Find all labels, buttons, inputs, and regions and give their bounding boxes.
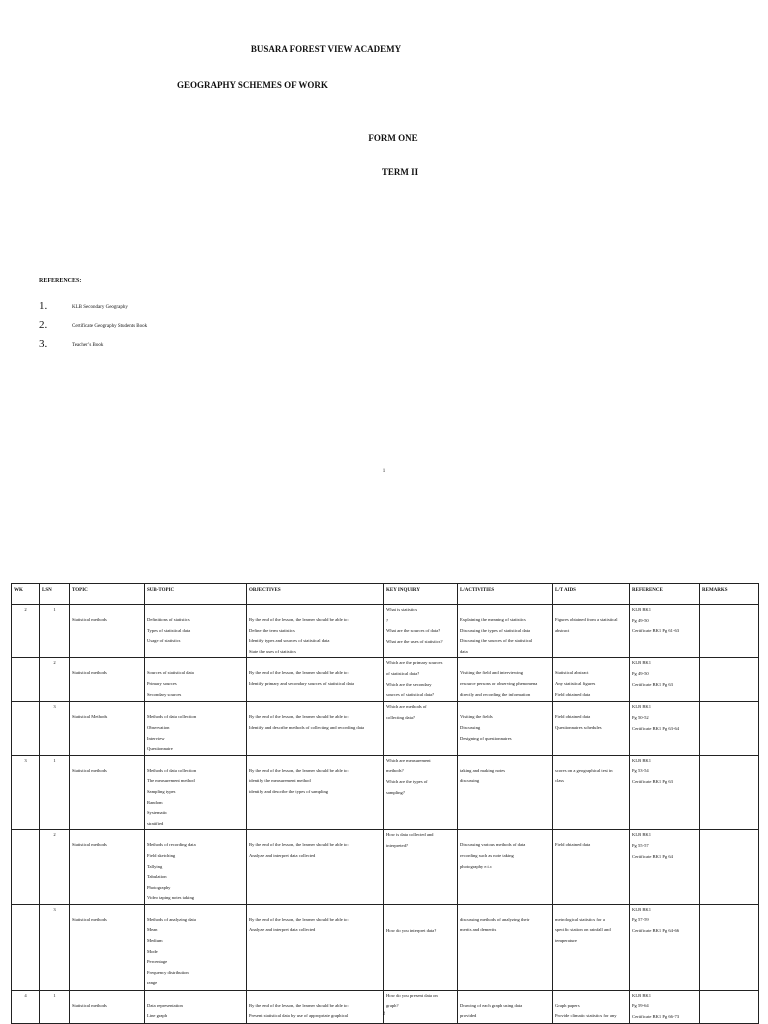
cell-key-inquiry-line: Which are measurement [386,757,431,763]
table-header-row [12,584,759,605]
cell-remarks [700,605,759,658]
cell-aids [553,605,630,658]
table-row [12,990,759,1023]
cell-aids-line: Figures obtained from a statistical [555,617,618,622]
header-wk: WK [12,584,40,605]
table-row [12,755,759,830]
cell-objectives-line: By the end of the lesson, the learner should be able to: [249,842,349,848]
cell-wk [12,904,40,990]
cell-objectives [247,658,384,702]
cell-subtopic [145,658,247,702]
cell-key-inquiry-line [386,915,455,926]
reference-item [39,300,128,312]
cell-activities-line: Drawing of each graph using data [460,1002,523,1008]
header-objectives: OBJECTIVES [247,584,384,605]
cell-activities-line: Discussing the types of statistical data [460,627,531,633]
cell-reference-line: Certificate BK1 Pg 61-63 [632,628,680,634]
table-row [12,702,759,755]
references-title: REFERENCES: [39,278,82,284]
cell-activities-line: discussing methods of analyzing their [460,916,530,922]
cell-subtopic-line: Tallying [147,863,163,869]
cell-key-inquiry-line: What are the sources of data? [386,628,441,634]
header-aids: L/T AIDS [553,584,630,605]
cell-activities-line: Explaining the meaning of statistics [460,617,526,622]
header-subtopic: SUB-TOPIC [145,584,247,605]
header-key-inquiry: KEY INQUIRY [384,584,458,605]
cell-activities [458,755,553,830]
cell-key-inquiry [384,990,458,1023]
cell-remarks [700,702,759,755]
cell-key-inquiry-line: of statistical data? [386,670,420,676]
cell-wk [12,830,40,905]
cell-subtopic-line: Methods of data collection [147,714,197,720]
cell-key-inquiry [384,658,458,702]
cell-subtopic [145,904,247,990]
cell-objectives-line: identify the measurement method [249,778,311,784]
cell-key-inquiry [384,755,458,830]
cell-aids-line: Field obtained data [555,714,591,720]
cell-subtopic-line: Percentage [147,959,168,965]
table-row [12,605,759,658]
cell-subtopic-line: Frequency distribution [147,969,189,975]
cell-topic: Statistical methods [70,755,145,830]
cell-key-inquiry [384,605,458,658]
cell-activities-line: Discussing the sources of the statistical [460,638,533,644]
cell-wk: 4 [12,990,40,1023]
cell-key-inquiry-line: How do you present data on [386,992,438,998]
cell-activities-line: photography e.t.c [460,863,493,869]
cell-lsn: 3 [40,702,70,755]
cell-key-inquiry [384,904,458,990]
cell-key-inquiry-line: collecting data? [386,714,415,720]
cell-objectives-line: State the uses of statistics [249,648,296,654]
cell-remarks [700,755,759,830]
cell-subtopic-line: Methods of analyzing data [147,916,196,922]
cell-lsn: 1 [40,755,70,830]
cell-subtopic-line: Mode [147,948,158,954]
cell-subtopic-line: stratified [147,820,164,826]
cell-reference-line: Certificate BK1 Pg 64-66 [632,928,680,934]
cell-aids [553,755,630,830]
cell-reference-line: Pg 55-57 [632,842,649,848]
cell-reference-line: KLB BK1 [632,906,652,912]
cell-reference-line: Pg 59-64 [632,1003,649,1009]
cell-aids-line: Any statistical figures [555,680,596,686]
cell-reference-line: Certificate BK1 Pg 63 [632,681,673,687]
form-label: FORM ONE [368,133,418,143]
cell-objectives-line: identify and describe the types of sampling [249,788,329,794]
cell-aids-line: Graph papers [555,1002,580,1008]
cell-topic: Statistical methods [70,904,145,990]
page-number: 1 [382,469,386,474]
cell-aids-line: metrological statistics for a [555,916,605,922]
cell-objectives-line: By the end of the lesson, the learner should be able to: [249,670,349,676]
cell-objectives-line: Identify types and sources of statistical data [249,638,330,644]
cell-reference [630,755,700,830]
cell-activities [458,990,553,1023]
cell-aids-line: Field obtained data [555,842,591,848]
table-row [12,658,759,702]
cell-reference [630,990,700,1023]
cell-aids-line: Provide climatic statistics for any [555,1013,617,1019]
cell-activities-line: discussing [460,778,480,784]
cell-subtopic-line: Random [147,799,163,805]
cell-subtopic-line: Systematic [147,810,168,816]
cell-wk: 3 [12,755,40,830]
cell-objectives-line: Define the term statistics [249,627,295,633]
cell-aids [553,830,630,905]
cell-activities-line: merits and demerits [460,927,497,933]
cell-remarks [700,904,759,990]
term-label: TERM II [381,167,419,177]
scheme-table [11,583,759,1024]
cell-subtopic-line: Tabulation [147,874,167,880]
cell-activities [458,904,553,990]
cell-objectives-line: By the end of the lesson, the learner should be able to: [249,617,349,622]
cell-aids-line: Questionnaires schedules [555,724,602,730]
cell-remarks [700,658,759,702]
header-topic: TOPIC [70,584,145,605]
cell-aids-line: Field obtained data [555,691,591,697]
cell-key-inquiry-line: Which are methods of [386,704,427,710]
table-row [12,904,759,990]
cell-key-inquiry [384,702,458,755]
school-name: BUSARA FOREST VIEW ACADEMY [250,44,402,54]
cell-reference-line: Pg 53-54 [632,768,649,774]
cell-activities-line: Discussing various methods of data [460,842,526,848]
cell-activities-line: provided [460,1013,477,1019]
cell-lsn: 1 [40,990,70,1023]
cell-reference-line: KLB BK1 [632,660,652,666]
cell-objectives [247,990,384,1023]
cell-reference-line: KLB BK1 [632,832,652,838]
cell-subtopic-line: Observation [147,724,170,730]
cell-topic: Statistical Methods [70,702,145,755]
cell-objectives-line: Analyze and interpret data collected [249,852,316,858]
cell-activities-line: Visiting the fields [460,714,493,720]
header-lsn: LSN [40,584,70,605]
page-number: 2 [382,1012,386,1017]
cell-objectives-line: Identify primary and secondary sources of statistical data [249,680,354,686]
cell-topic: Statistical methods [70,990,145,1023]
cell-subtopic [145,702,247,755]
cell-subtopic-line: Line graph [147,1013,168,1019]
header-reference: REFERENCE [630,584,700,605]
cell-topic: Statistical methods [70,605,145,658]
cell-subtopic [145,830,247,905]
cell-lsn: 2 [40,658,70,702]
cell-activities-line: directly and recording the information [460,691,531,697]
cell-activities-line: taking and making notes [460,767,506,773]
cell-aids [553,904,630,990]
cell-lsn: 1 [40,605,70,658]
cell-reference [630,605,700,658]
cell-aids-line: Statistical abstract [555,670,589,676]
cell-subtopic-line: Methods of recording data [147,842,196,848]
cell-subtopic-line: Usage of statistics [147,638,181,644]
cell-remarks [700,830,759,905]
cell-reference-line: KLB BK1 [632,607,652,612]
cell-activities-line: recording such as note taking [460,852,514,858]
cell-key-inquiry-line: What is statistics [386,607,418,612]
cell-lsn: 3 [40,904,70,990]
cell-subtopic [145,605,247,658]
header-activities: L/ACTIVITIES [458,584,553,605]
cell-activities-line: Designing of questionnaires [460,735,512,741]
cell-activities [458,830,553,905]
table-row [12,830,759,905]
cell-subtopic [145,990,247,1023]
cell-subtopic-line: Field sketching [147,852,176,858]
cell-reference-line: Certificate BK1 Pg 64 [632,853,673,859]
cell-aids-line: abstract [555,627,570,633]
cell-key-inquiry [384,830,458,905]
cell-key-inquiry-line: How is data collected and [386,832,434,838]
cell-key-inquiry-line: interpreted? [386,842,408,848]
cell-key-inquiry-line: sampling? [386,789,405,795]
cell-reference [630,904,700,990]
reference-item [39,319,147,331]
cell-key-inquiry-line: Which are the primary sources [386,660,443,666]
cell-activities-line: Discussing [460,724,481,730]
cell-topic: Statistical methods [70,658,145,702]
reference-text: Teacher’s Book [72,343,104,348]
cell-activities-line: data [460,648,468,654]
cell-objectives-line: By the end of the lesson, the learner should be able to: [249,714,349,720]
cell-activities [458,605,553,658]
cell-subtopic-line: Secondary sources [147,691,182,697]
cell-aids-line: specific station on rainfall and [555,927,611,933]
cell-subtopic-line: Medium [147,938,163,944]
cell-subtopic-line: Methods of data collection [147,767,197,773]
cell-subtopic-line: Mean [147,927,158,933]
cell-reference-line: Pg 49-50 [632,670,649,676]
cell-reference [630,658,700,702]
cell-subtopic-line: Types of statistical data [147,627,191,633]
cell-aids [553,990,630,1023]
cell-subtopic [145,755,247,830]
cell-objectives-line: By the end of the lesson, the learner should be able to: [249,767,349,773]
cell-aids [553,702,630,755]
cell-objectives [247,702,384,755]
cell-objectives [247,755,384,830]
cell-reference-line: KLB BK1 [632,757,652,763]
cell-aids-line: scores on a geographical test in [555,767,613,773]
cell-activities [458,658,553,702]
cell-aids [553,658,630,702]
cell-objectives [247,605,384,658]
cell-key-inquiry-line: methods? [386,768,404,774]
cell-aids-line: temperature [555,938,577,944]
cell-reference-line: Pg 49-50 [632,617,649,623]
cell-subtopic-line: The measurement method [147,778,195,784]
reference-number: 2. [39,319,48,331]
cell-wk [12,658,40,702]
cell-subtopic-line: Photography [147,884,171,890]
cell-subtopic-line: Definitions of statistics [147,617,190,622]
cell-objectives-line: By the end of the lesson, the learner should be able to: [249,1002,349,1008]
reference-text: Certificate Geography Students Book [72,324,148,329]
cell-subtopic-line: Questionnaire [147,746,173,752]
header-remarks: REMARKS [700,584,759,605]
cell-key-inquiry-line: Which are the types of [386,778,428,784]
document-title: GEOGRAPHY SCHEMES OF WORK [177,80,328,90]
cell-aids-line: class [555,778,564,784]
cell-objectives-line: Present statistical data by use of appropriate graphical [249,1013,349,1019]
reference-text: KLB Secondary Geography [72,305,128,310]
cell-objectives [247,904,384,990]
cell-reference-line: Pg 57-59 [632,917,649,923]
cell-key-inquiry-line: Which are the secondary [386,681,432,687]
cell-key-inquiry-line: How do you interpret data? [386,928,437,934]
cell-key-inquiry-line: What are the uses of statistics? [386,638,443,644]
cell-key-inquiry-line: ? [386,617,389,623]
cell-reference-line: KLB BK1 [632,992,652,998]
cell-key-inquiry-line: sources of statistical data? [386,692,435,698]
reference-number: 3. [39,338,48,350]
cell-key-inquiry-line: graph? [386,1003,399,1009]
reference-item [39,338,103,350]
cell-reference-line: Certificate BK1 Pg 63 [632,778,673,784]
cell-subtopic-line: Primary sources [147,680,177,686]
cell-activities [458,702,553,755]
cell-objectives-line: Analyze and interpret data collected [249,927,316,933]
cell-reference-line: Certificate BK1 Pg 66-73 [632,1014,680,1020]
cell-wk: 2 [12,605,40,658]
cell-subtopic-line: Sampling types [147,788,176,794]
cell-wk [12,702,40,755]
cell-objectives [247,830,384,905]
cell-subtopic-line: Sources of statistical data [147,670,194,676]
cell-remarks [700,990,759,1023]
cell-topic: Statistical methods [70,830,145,905]
cell-activities-line: Visiting the field and interviewing [460,670,524,676]
cell-reference [630,702,700,755]
cell-activities-line: resource persons or observing phenomena [460,680,538,686]
cell-subtopic-line: Video taping notes taking [147,895,195,901]
cell-key-inquiry-line [386,905,455,916]
reference-number: 1. [39,300,48,312]
cell-subtopic-line: range [147,980,158,986]
cell-lsn: 2 [40,830,70,905]
cell-reference [630,830,700,905]
cell-reference-line: Pg 50-52 [632,714,649,720]
cell-subtopic-line: Interview [147,735,165,741]
cell-objectives-line: By the end of the lesson, the learner should be able to: [249,916,349,922]
cell-reference-line: Certificate BK1 Pg 63-64 [632,725,680,731]
cell-subtopic-line: Data representation [147,1002,183,1008]
cell-reference-line: KLB BK1 [632,704,652,710]
cell-objectives-line: Identify and describe methods of collecting and recording data [249,724,365,730]
